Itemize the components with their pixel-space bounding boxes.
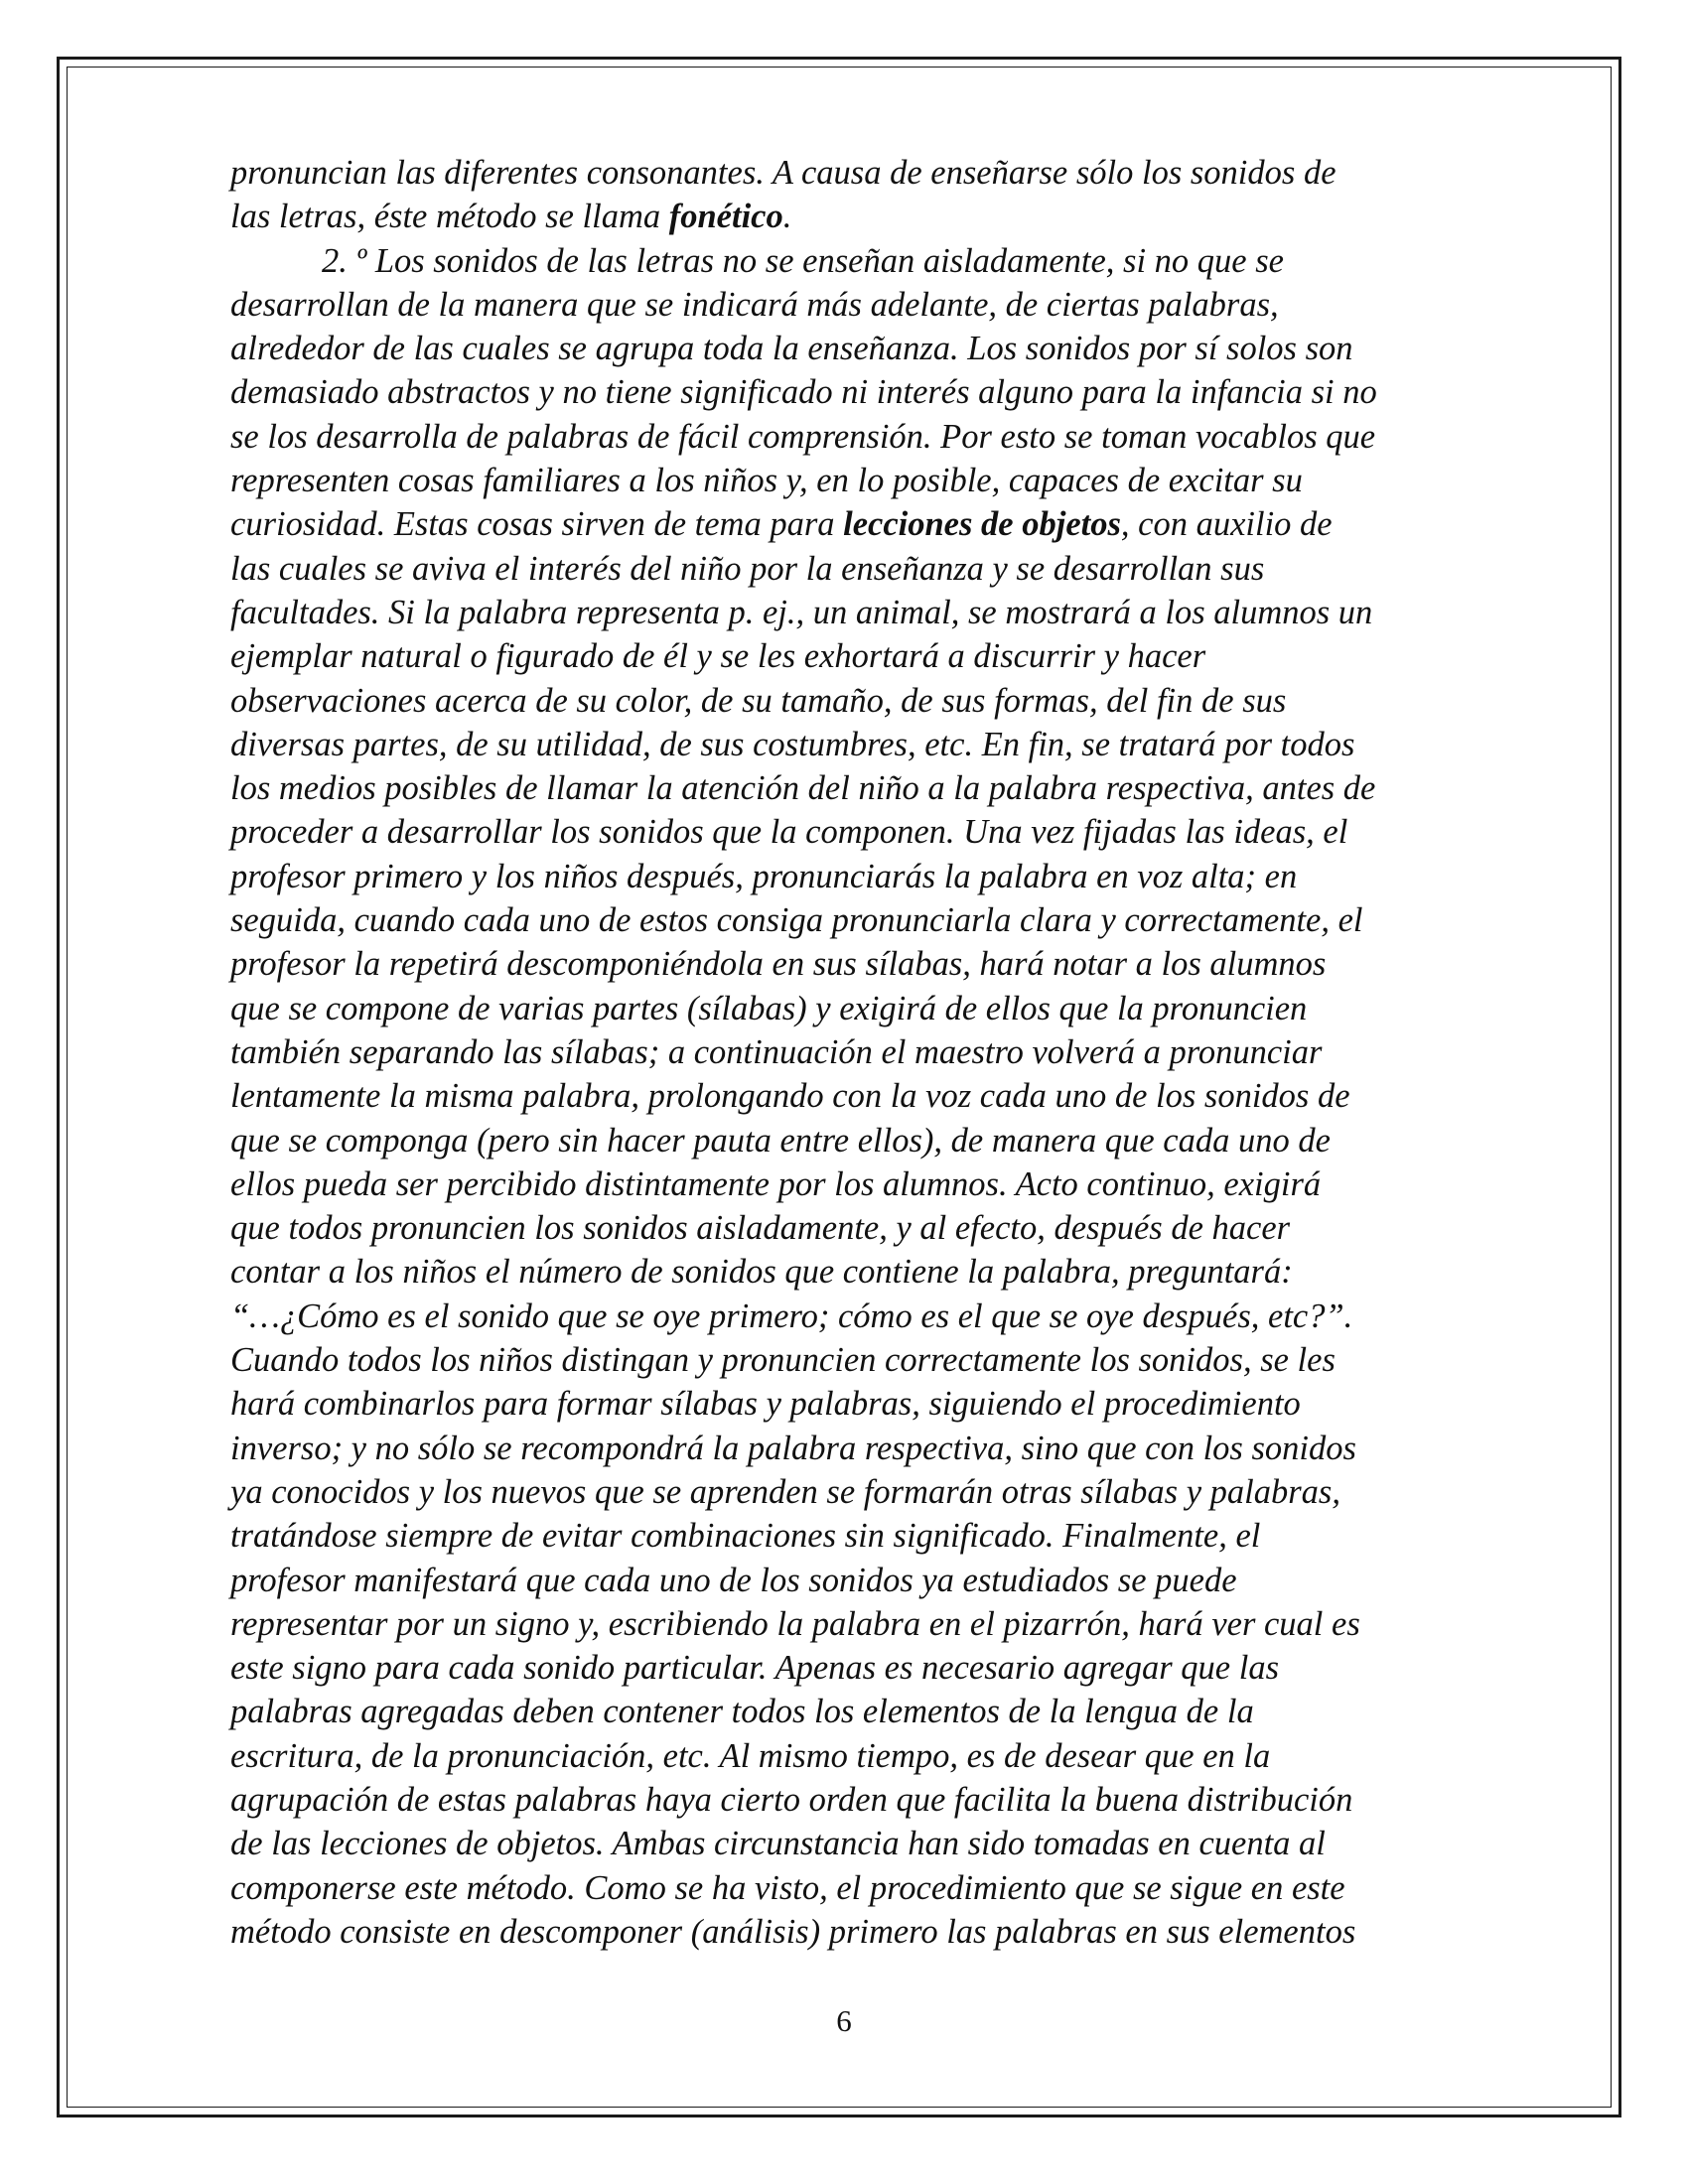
text-line [230, 634, 1521, 678]
text-line [230, 547, 1521, 591]
text-line [230, 766, 1521, 810]
text-run: que se compone de varias partes (sílabas) y exigirá de ellos que la pronuncien [230, 989, 1308, 1027]
text-run: tratándose siempre de evitar combinaciones sin significado. Finalmente, el [230, 1517, 1261, 1556]
text-line [230, 1822, 1521, 1865]
text-run: , con auxilio de [1120, 505, 1333, 544]
text-run: lentamente la misma palabra, prolongando con la voz cada uno de los sonidos de [230, 1077, 1350, 1116]
text-run: este signo para cada sonido particular. Apenas es necesario agregar que las [230, 1649, 1280, 1688]
text-run: Cuando todos los niños distingan y pronuncien correctamente los sonidos, se les [230, 1341, 1336, 1380]
text-run: los medios posibles de llamar la atención del niño a la palabra respectiva, antes de [230, 769, 1376, 808]
text-run: también separando las sílabas; a continuación el maestro volverá a pronunciar [230, 1032, 1323, 1071]
text-line [230, 591, 1521, 634]
text-run: pronuncian las diferentes consonantes. A causa de enseñarse sólo los sonidos de [230, 154, 1336, 192]
text-run: ejemplar natural o figurado de él y se les exhortará a discurrir y hacer [230, 637, 1206, 676]
text-run: “…¿Cómo es el sonido que se oye primero; cómo es el que se oye después, etc?”. [230, 1297, 1353, 1335]
text-line [230, 1074, 1521, 1118]
body-text [230, 151, 1521, 1954]
text-line [230, 1119, 1521, 1162]
text-line [230, 1602, 1521, 1646]
text-line [230, 1646, 1521, 1690]
text-line [230, 1250, 1521, 1294]
text-run: diversas partes, de su utilidad, de sus costumbres, etc. En fin, se tratará por todos [230, 725, 1355, 763]
text-line [230, 1778, 1521, 1822]
text-line [230, 151, 1521, 195]
text-run: . [782, 198, 792, 236]
text-run: se los desarrolla de palabras de fácil comprensión. Por esto se toman vocablos que [230, 417, 1376, 456]
text-run: hará combinarlos para formar sílabas y palabras, siguiendo el procedimiento [230, 1385, 1301, 1424]
text-line [230, 1690, 1521, 1733]
text-line [230, 327, 1521, 370]
text-line [230, 679, 1521, 723]
text-line [230, 1206, 1521, 1250]
text-line [230, 370, 1521, 414]
text-run: contar a los niños el número de sonidos que contiene la palabra, preguntará: [230, 1253, 1293, 1292]
text-run: proceder a desarrollar los sonidos que la componen. Una vez fijadas las ideas, el [230, 813, 1348, 852]
text-run: agrupación de estas palabras haya cierto orden que facilita la buena distribución [230, 1780, 1353, 1819]
text-run: representen cosas familiares a los niños y, en lo posible, capaces de excitar su [230, 462, 1303, 500]
text-run: representar por un signo y, escribiendo la palabra en el pizarrón, hará ver cual es [230, 1604, 1360, 1643]
text-line [230, 1382, 1521, 1426]
text-line [230, 855, 1521, 898]
text-run: curiosidad. Estas cosas sirven de tema para [230, 505, 844, 544]
text-line [230, 1470, 1521, 1514]
text-run: profesor manifestará que cada uno de los sonidos ya estudiados se puede [230, 1561, 1237, 1599]
text-line [230, 1514, 1521, 1558]
text-run: 2. º Los sonidos de las letras no se enseñan aisladamente, si no que se [322, 241, 1284, 280]
text-run: las letras, éste método se llama [230, 198, 669, 236]
text-line [230, 898, 1521, 942]
text-run: que se componga (pero sin hacer pauta entre ellos), de manera que cada uno de [230, 1121, 1331, 1160]
text-line [230, 1427, 1521, 1470]
text-run: facultades. Si la palabra representa p. ej., un animal, se mostrará a los alumnos un [230, 593, 1373, 631]
paragraph-start-line [230, 239, 1521, 283]
bold-term: fonético [668, 198, 783, 236]
text-line [230, 1338, 1521, 1382]
text-line [230, 1295, 1521, 1338]
text-run: método consiste en descomponer (análisis) primero las palabras en sus elementos [230, 1912, 1356, 1951]
text-run: que todos pronuncien los sonidos aisladamente, y al efecto, después de hacer [230, 1209, 1291, 1248]
text-run: seguida, cuando cada uno de estos consiga pronunciarla clara y correctamente, el [230, 901, 1363, 940]
text-run: componerse este método. Como se ha visto, el procedimiento que se sigue en este [230, 1868, 1345, 1907]
text-line [230, 459, 1521, 502]
text-run: alrededor de las cuales se agrupa toda la enseñanza. Los sonidos por sí solos son [230, 330, 1353, 368]
text-line [230, 810, 1521, 854]
text-line [230, 987, 1521, 1030]
text-run: escritura, de la pronunciación, etc. Al mismo tiempo, es de desear que en la [230, 1736, 1271, 1775]
text-line [230, 415, 1521, 459]
text-line [230, 195, 1521, 238]
bold-term: lecciones de objetos [843, 505, 1121, 544]
text-run: demasiado abstractos y no tiene significado ni interés alguno para la infancia si no [230, 373, 1377, 412]
text-line [230, 942, 1521, 986]
text-run: desarrollan de la manera que se indicará más adelante, de ciertas palabras, [230, 285, 1279, 324]
text-line [230, 502, 1521, 546]
text-line [230, 1559, 1521, 1602]
text-run: observaciones acerca de su color, de su tamaño, de sus formas, del fin de sus [230, 681, 1287, 720]
text-run: las cuales se aviva el interés del niño por la enseñanza y se desarrollan sus [230, 549, 1265, 588]
text-run: palabras agregadas deben contener todos los elementos de la lengua de la [230, 1693, 1254, 1731]
text-line [230, 1866, 1521, 1910]
text-run: de las lecciones de objetos. Ambas circunstancia han sido tomadas en cuenta al [230, 1825, 1326, 1863]
text-line [230, 1734, 1521, 1778]
text-run: ellos pueda ser percibido distintamente por los alumnos. Acto continuo, exigirá [230, 1164, 1322, 1203]
text-run: ya conocidos y los nuevos que se aprenden se formarán otras sílabas y palabras, [230, 1472, 1340, 1511]
text-run: profesor la repetirá descomponiéndola en sus sílabas, hará notar a los alumnos [230, 945, 1327, 984]
text-line [230, 1162, 1521, 1206]
text-line [230, 1030, 1521, 1074]
page-number: 6 [836, 2003, 852, 2038]
text-run: profesor primero y los niños después, pronunciarás la palabra en voz alta; en [230, 857, 1298, 895]
text-line [230, 1910, 1521, 1954]
text-run: inverso; y no sólo se recompondrá la palabra respectiva, sino que con los sonidos [230, 1429, 1356, 1467]
text-line [230, 283, 1521, 327]
text-line [230, 723, 1521, 766]
